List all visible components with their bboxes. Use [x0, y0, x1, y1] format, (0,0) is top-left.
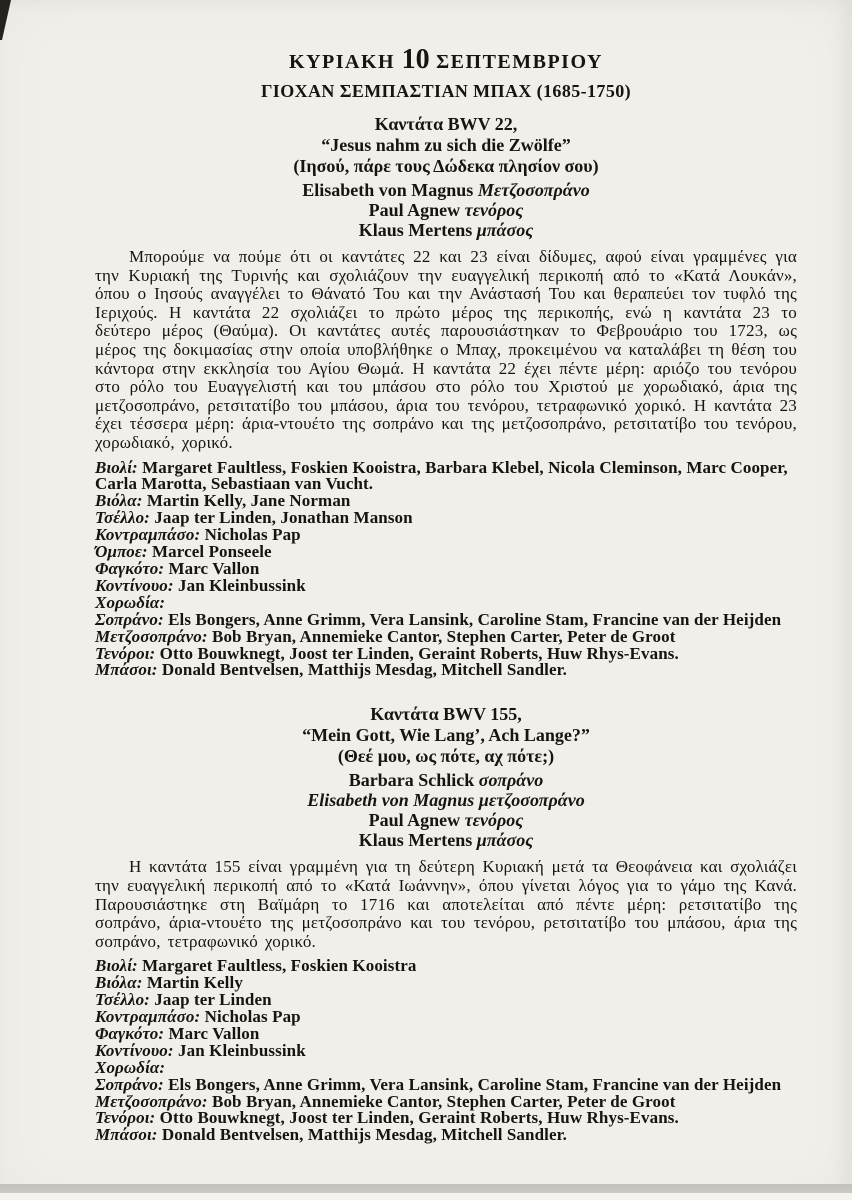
page-title: [95, 46, 797, 76]
scan-bottom-shadow: [0, 1184, 852, 1193]
title-date-suffix: ΣΕΠΤΕΜΒΡΙΟΥ: [436, 51, 603, 73]
performer-name: Paul Agnew: [368, 200, 461, 220]
performer-line: [95, 830, 797, 850]
ensemble-line: [95, 457, 797, 494]
instrument-label: Κοντραμπάσο:: [95, 1007, 201, 1026]
performer-name: Klaus Mertens: [358, 830, 473, 851]
performer-name: Elisabeth von Magnus: [307, 790, 475, 811]
performer-line: [95, 790, 797, 810]
performer-role: Μετζοσοπράνο: [477, 180, 590, 200]
instrument-label: Κοντίνουο:: [95, 575, 174, 595]
performer-role: τενόρος: [464, 810, 524, 831]
performer-role: τενόρος: [464, 200, 524, 220]
instrument-label: Όμποε:: [95, 542, 148, 562]
performer-name: Elisabeth von Magnus: [302, 180, 474, 200]
performer-line: [95, 220, 797, 240]
instrument-label: Τσέλλο:: [95, 508, 150, 528]
ensemble-list: [95, 958, 797, 1144]
cantata-title: Καντάτα BWV 155,: [370, 704, 522, 725]
musician-names: Els Bongers, Anne Grimm, Vera Lansink, Caroline Stam, Francine van der Heijden: [168, 609, 782, 629]
musician-names: Nicholas Pap: [204, 525, 301, 545]
instrument-label: Κοντραμπάσο:: [95, 525, 201, 545]
ensemble-line: [95, 575, 797, 595]
cantata-section: [95, 114, 797, 679]
ensemble-list: [95, 457, 797, 680]
musician-names: Donald Bentvelsen, Matthijs Mesdag, Mitchell Sandler.: [161, 660, 568, 680]
ensemble-line: [95, 1127, 797, 1144]
performer-name: Paul Agnew: [368, 810, 461, 831]
instrument-label: Βιόλα:: [95, 491, 143, 511]
instrument-label: Μπάσοι:: [95, 660, 158, 680]
instrument-label: Μετζοσοπράνο:: [95, 1091, 208, 1111]
musician-names: Marcel Ponseele: [152, 542, 272, 562]
musician-names: Otto Bouwknegt, Joost ter Linden, Geraint Roberts, Huw Rhys-Evans.: [159, 643, 679, 663]
title-date-prefix: ΚΥΡΙΑΚΗ: [289, 51, 396, 73]
musician-names: Jaap ter Linden: [154, 990, 272, 1010]
scan-bottom-paper: [0, 1193, 852, 1200]
instrument-label: Σοπράνο:: [95, 609, 164, 629]
performer-role: μπάσος: [476, 830, 534, 851]
musician-names: Margaret Faultless, Foskien Kooistra: [142, 956, 417, 976]
musician-names: Marc Vallon: [168, 1023, 260, 1043]
scan-edge-artifact: [0, 0, 14, 40]
musician-names: Margaret Faultless, Foskien Kooistra, Barbara Klebel, Nicola Cleminson, Marc Cooper, Carla Marotta, Sebastiaan van Vucht.: [95, 457, 788, 494]
musician-names: Martin Kelly: [146, 973, 243, 993]
cantata-subtitle: “Mein Gott, Wie Lang’, Ach Lange?”: [302, 725, 590, 746]
musician-names: Els Bongers, Anne Grimm, Vera Lansink, Caroline Stam, Francine van der Heijden: [168, 1074, 782, 1094]
cantata-translation: (Ιησού, πάρε τους Δώδεκα πλησίον σου): [293, 156, 599, 176]
performer-line: [95, 810, 797, 830]
performer-line: [95, 200, 797, 220]
performer-role: μετζοσοπράνο: [478, 790, 585, 811]
performer-role: μπάσος: [476, 220, 534, 240]
instrument-label: Τσέλλο:: [95, 990, 150, 1010]
performer-line: [95, 770, 797, 790]
instrument-label: Χορωδία:: [95, 592, 166, 612]
instrument-label: Σοπράνο:: [95, 1074, 164, 1094]
ensemble-line: [95, 1040, 797, 1060]
musician-names: Bob Bryan, Annemieke Cantor, Stephen Carter, Peter de Groot: [212, 626, 676, 646]
performer-line: [95, 180, 797, 200]
title-date-number: 10: [401, 44, 430, 75]
musician-names: Jan Kleinbussink: [178, 575, 306, 595]
page-content: [95, 46, 797, 1144]
musician-names: Jan Kleinbussink: [178, 1040, 306, 1060]
instrument-label: Τενόροι:: [95, 643, 156, 663]
musician-names: Martin Kelly, Jane Norman: [146, 491, 351, 511]
commentary-paragraph: Μπορούμε να πούμε ότι οι καντάτες 22 και 23 είναι δίδυμες, αφού είναι γραμμένες για την Κυριακή της Τυρινής και σχολιάζουν την ευαγγελική περικοπή από το «Κατά Λουκάν», όπου ο Ιησούς αναγγέλει το Θάνατό Του και την Ανάστασή Του και θεραπεύει τον τυφλό της Ιεριχούς. Η καντάτα 22 σχολιάζει το πρώτο μέρος της περικοπής, ενώ η καντάτα 23 το δεύτερο μέρος (Θαύμα). Οι καντάτες αυτές παρουσιάστηκαν το Φεβρουάριο του 1723, ως μέρος της δοκιμασίας στην οποία υποβλήθηκε ο Μπαχ, προκειμένου να καταλάβει τη θέση του κάντορα στην εκκλησία του Αγίου Θωμά. Η καντάτα 22 έχει πέντε μέρη: αριόζο του τενόρου στο ρόλο του Ευαγγελιστή και του μπάσου στο ρόλο του Χριστού με χορωδιακό, άρια της μετζοσοπράνο, ρετσιτατίβο του μπάσου, άρια του τενόρου, τετραφωνικό χορικό. Η καντάτα 23 έχει τέσσερα μέρη: άρια-ντουέτο της σοπράνο και της μετζοσοπράνο, ρετσιτατίβο του τενόρου, χορωδιακό, χορικό.: [95, 247, 797, 452]
instrument-label: Χορωδία:: [95, 1057, 166, 1077]
musician-names: Bob Bryan, Annemieke Cantor, Stephen Carter, Peter de Groot: [212, 1091, 676, 1111]
commentary-paragraph: Η καντάτα 155 είναι γραμμένη για τη δεύτερη Κυριακή μετά τα Θεοφάνεια και σχολιάζει την ευαγγελική περικοπή από το «Κατά Ιωάννην», όπου γίνεται λόγος για το γάμο της Κανά. Παρουσιάστηκε στη Βαϊμάρη το 1716 και αποτελείται από πέντε μέρη: ρετσιτατίβο της σοπράνο, άρια-ντουέτο της μετζοσοπράνο και του τενόρου, ρετσιτατίβο του μπάσου, άρια της σοπράνο, τετραφωνικό χορικό.: [95, 857, 797, 951]
performer-name: Klaus Mertens: [358, 220, 473, 240]
ensemble-line: [95, 662, 797, 679]
composer-line: ΓΙΟΧΑΝ ΣΕΜΠΑΣΤΙΑΝ ΜΠΑΧ (1685-1750): [260, 81, 632, 101]
instrument-label: Βιόλα:: [95, 973, 143, 993]
cantata-title: Καντάτα BWV 22,: [374, 114, 518, 134]
performer-name: Barbara Schlick: [348, 770, 475, 791]
musician-names: Otto Bouwknegt, Joost ter Linden, Geraint Roberts, Huw Rhys-Evans.: [159, 1108, 679, 1128]
cantata-section: [95, 704, 797, 1144]
instrument-label: Κοντίνουο:: [95, 1040, 174, 1060]
instrument-label: Βιολί:: [95, 956, 138, 976]
instrument-label: Μπάσοι:: [95, 1125, 158, 1145]
cantata-translation: (Θεέ μου, ως πότε, αχ πότε;): [337, 746, 555, 767]
performer-role: σοπράνο: [478, 770, 544, 791]
musician-names: Nicholas Pap: [204, 1007, 301, 1026]
musician-names: Donald Bentvelsen, Matthijs Mesdag, Mitchell Sandler.: [161, 1125, 568, 1145]
instrument-label: Φαγκότο:: [95, 1023, 165, 1043]
instrument-label: Μετζοσοπράνο:: [95, 626, 208, 646]
cantata-subtitle: “Jesus nahm zu sich die Zwölfe”: [321, 135, 571, 155]
instrument-label: Τενόροι:: [95, 1108, 156, 1128]
instrument-label: Βιολί:: [95, 457, 138, 477]
musician-names: Jaap ter Linden, Jonathan Manson: [154, 508, 413, 528]
musician-names: Marc Vallon: [168, 558, 260, 578]
program-sections: [95, 114, 797, 1144]
instrument-label: Φαγκότο:: [95, 558, 165, 578]
